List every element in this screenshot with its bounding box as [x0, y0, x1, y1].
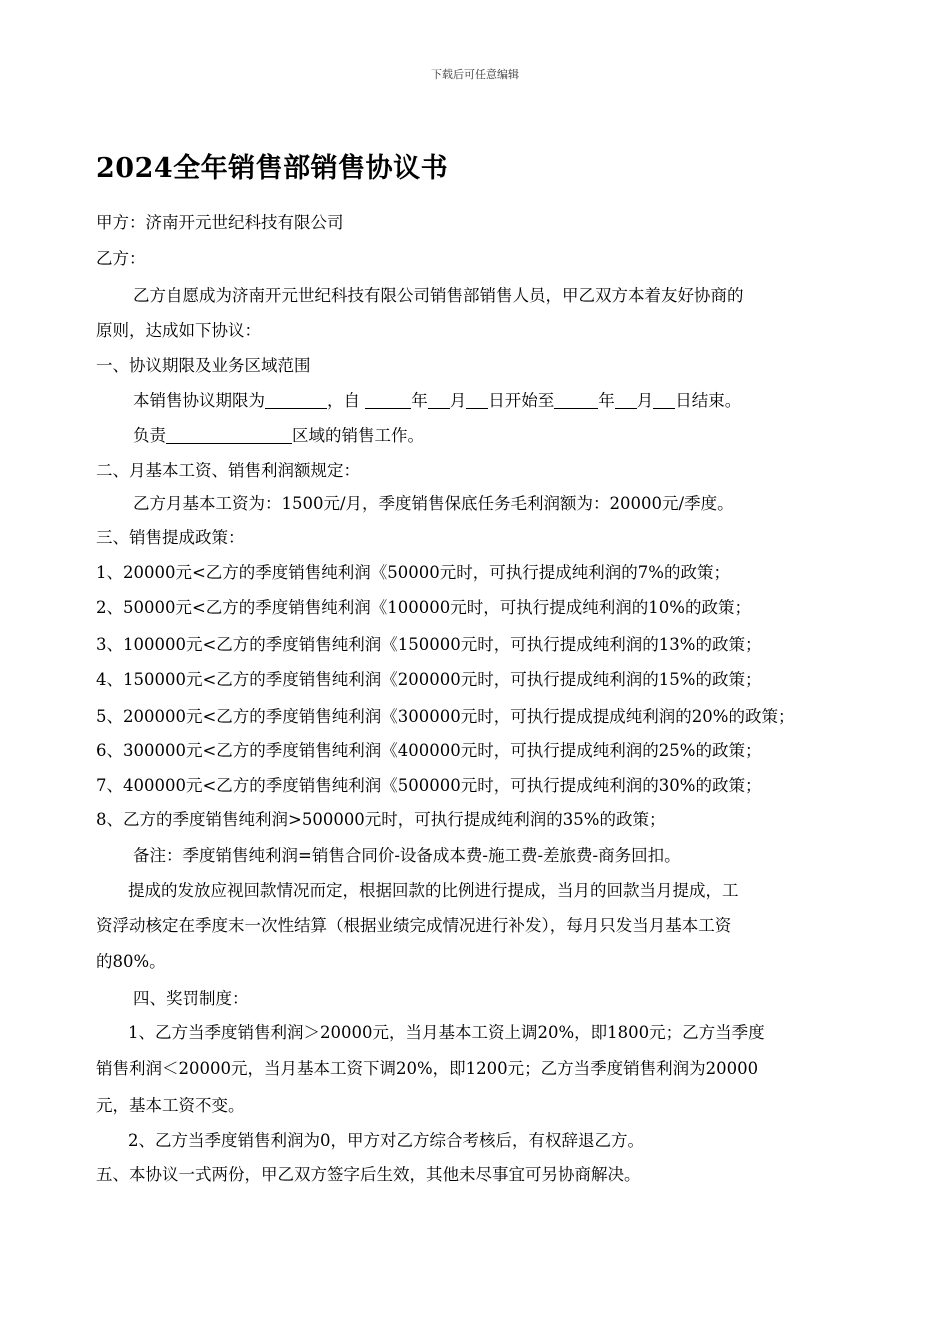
section-2-heading: 二、月基本工资、销售利润额规定： — [96, 461, 360, 480]
intro-line-2: 原则，达成如下协议： — [96, 321, 261, 340]
section-1-heading: 一、协议期限及业务区域范围 — [96, 356, 311, 375]
section-4-heading: 四、奖罚制度： — [133, 989, 249, 1008]
salary-text: 乙方月基本工资为：1500元/月，季度销售保底任务毛利润额为：20000元/季度。 — [133, 494, 734, 513]
payment-line-2: 资浮动核定在季度末一次性结算（根据业绩完成情况进行补发），每月只发当月基本工资 — [96, 916, 732, 935]
region-line — [133, 425, 424, 447]
dismissal-line: 2、乙方当季度销售利润为0，甲方对乙方综合考核后，有权辞退乙方。 — [128, 1131, 644, 1150]
start-day-blank[interactable] — [466, 392, 488, 409]
reward-line-2: 销售利润＜20000元，当月基本工资下调20%，即1200元；乙方当季度销售利润为20000 — [96, 1059, 759, 1078]
reward-line-1: 1、乙方当季度销售利润＞20000元，当月基本工资上调20%，即1800元；乙方当季度 — [128, 1023, 765, 1042]
term-prefix: 本销售协议期限为 — [133, 391, 265, 410]
end-day-label: 日结束。 — [675, 391, 742, 410]
intro-line-1: 乙方自愿成为济南开元世纪科技有限公司销售部销售人员，甲乙双方本着友好协商的 — [133, 286, 744, 305]
commission-item: 4、150000元<乙方的季度销售纯利润《200000元时，可执行提成纯利润的15%的政策； — [96, 670, 762, 689]
commission-item: 5、200000元<乙方的季度销售纯利润《300000元时，可执行提成提成纯利润的20%的政策； — [96, 707, 795, 726]
commission-item: 7、400000元<乙方的季度销售纯利润《500000元时，可执行提成纯利润的30%的政策； — [96, 776, 762, 795]
payment-line-3: 的80%。 — [96, 952, 166, 971]
commission-item: 3、100000元<乙方的季度销售纯利润《150000元时，可执行提成纯利润的13%的政策； — [96, 635, 762, 654]
reward-line-3: 元，基本工资不变。 — [96, 1096, 245, 1115]
end-month-blank[interactable] — [615, 392, 637, 409]
commission-item: 6、300000元<乙方的季度销售纯利润《400000元时，可执行提成纯利润的25%的政策； — [96, 741, 762, 760]
region-blank[interactable] — [166, 427, 292, 444]
term-duration-blank[interactable] — [265, 392, 327, 409]
start-day-label: 日开始至 — [488, 391, 555, 410]
region-prefix: 负责 — [133, 426, 166, 445]
commission-item: 8、乙方的季度销售纯利润>500000元时，可执行提成纯利润的35%的政策； — [96, 810, 666, 829]
section-3-heading: 三、销售提成政策： — [96, 528, 245, 547]
start-year-label: 年 — [411, 391, 428, 410]
start-month-label: 月 — [449, 391, 467, 410]
party-a: 甲方：济南开元世纪科技有限公司 — [96, 213, 344, 232]
commission-item: 2、50000元<乙方的季度销售纯利润《100000元时，可执行提成纯利润的10%的政策； — [96, 598, 751, 617]
term-line — [133, 390, 741, 412]
end-year-blank[interactable] — [554, 392, 598, 409]
end-year-label: 年 — [598, 391, 615, 410]
region-suffix: 区域的销售工作。 — [292, 426, 424, 445]
section-5: 五、本协议一式两份，甲乙双方签字后生效，其他未尽事宜可另协商解决。 — [96, 1165, 641, 1184]
document-title: 2024全年销售部销售协议书 — [96, 153, 449, 184]
term-from: ，自 — [327, 391, 360, 410]
start-month-blank[interactable] — [428, 392, 450, 409]
payment-line-1: 提成的发放应视回款情况而定，根据回款的比例进行提成，当月的回款当月提成，工 — [128, 881, 739, 900]
end-day-blank[interactable] — [653, 392, 675, 409]
commission-note: 备注：季度销售纯利润=销售合同价-设备成本费-施工费-差旅费-商务回扣。 — [133, 846, 681, 865]
commission-item: 1、20000元<乙方的季度销售纯利润《50000元时，可执行提成纯利润的7%的政策； — [96, 563, 730, 582]
start-year-blank[interactable] — [365, 392, 411, 409]
party-b: 乙方： — [96, 249, 146, 268]
end-month-label: 月 — [636, 391, 654, 410]
page-header: 下载后可任意编辑 — [431, 68, 519, 81]
